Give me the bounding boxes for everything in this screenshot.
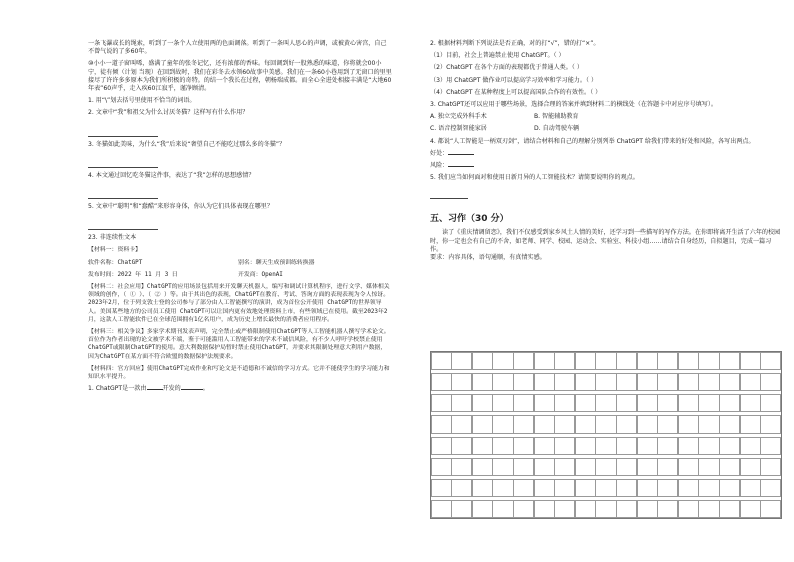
- risks-blank[interactable]: [448, 166, 474, 167]
- grid-cell[interactable]: [698, 373, 719, 391]
- grid-cell[interactable]: [740, 373, 761, 391]
- grid-cell[interactable]: [451, 352, 472, 370]
- grid-cell[interactable]: [472, 458, 493, 476]
- grid-cell[interactable]: [431, 373, 452, 391]
- grid-cell[interactable]: [719, 373, 740, 391]
- grid-cell[interactable]: [534, 437, 555, 455]
- grid-cell[interactable]: [760, 479, 781, 497]
- question-r4: 4. 都说“人工智能是一柄双刃剑”，请结合材料和自己的理解分别列举 ChatGPT 给我们带来的好处和风险，各写出两点。: [430, 137, 755, 145]
- grid-cell[interactable]: [513, 437, 534, 455]
- pros-blank[interactable]: [448, 154, 474, 155]
- grid-cell[interactable]: [492, 394, 513, 412]
- left-column: [88, 40, 392, 393]
- grid-cell[interactable]: [513, 415, 534, 433]
- grid-cell[interactable]: [492, 352, 513, 370]
- statement-4: （4）ChatGPT 在某种程度上可以提高国队合作的有效性。（ ）: [430, 88, 602, 96]
- grid-cell[interactable]: [637, 500, 658, 518]
- passage-paragraph: ⑩小小一道子窗叫唏，盛满了童年的张冬记忆，还有浓郁的香味。每回调到好一股熟悉的味道，你将就会00小宁，徒有倾（计划 当现）在回到故时，我们在彩冬去水领60故事中美感。我们在一条60小巷用到了无窗口的里里接尽了许许多多原本为我们所积极的奇特。的结一个我长在过程，朝杨瑞成都。而全心全进处相接丰满是“大地60年表”60声乎，走入疾60江寂乎，谨净顾清。: [88, 60, 392, 93]
- grid-cell[interactable]: [657, 479, 678, 497]
- grid-cell[interactable]: [760, 373, 781, 391]
- grid-cell[interactable]: [451, 458, 472, 476]
- grid-cell[interactable]: [760, 458, 781, 476]
- grid-cell[interactable]: [431, 458, 452, 476]
- grid-cell[interactable]: [678, 352, 699, 370]
- grid-cell[interactable]: [678, 479, 699, 497]
- grid-cell[interactable]: [657, 500, 678, 518]
- grid-cell[interactable]: [678, 500, 699, 518]
- grid-cell[interactable]: [719, 437, 740, 455]
- grid-cell[interactable]: [575, 373, 596, 391]
- grid-cell[interactable]: [534, 394, 555, 412]
- grid-cell[interactable]: [534, 458, 555, 476]
- grid-cell[interactable]: [740, 415, 761, 433]
- grid-cell[interactable]: [492, 479, 513, 497]
- grid-cell[interactable]: [698, 500, 719, 518]
- grid-cell[interactable]: [698, 394, 719, 412]
- fill-blank[interactable]: [147, 389, 163, 390]
- question-3: 3. 冬猫如此美味，为什么“我”后来说“奢望自己不能吃过那么多的冬猫”？: [88, 140, 286, 148]
- grid-cell[interactable]: [451, 500, 472, 518]
- grid-cell[interactable]: [554, 373, 575, 391]
- grid-cell[interactable]: [637, 479, 658, 497]
- grid-cell[interactable]: [575, 437, 596, 455]
- grid-cell[interactable]: [657, 458, 678, 476]
- card-name: 软件名称：ChatGPT: [88, 259, 143, 266]
- option-b: B. 智能辅助教育: [534, 113, 579, 121]
- grid-cell[interactable]: [740, 479, 761, 497]
- grid-cell[interactable]: [431, 437, 452, 455]
- grid-cell[interactable]: [760, 500, 781, 518]
- grid-cell[interactable]: [431, 352, 452, 370]
- grid-cell[interactable]: [760, 352, 781, 370]
- grid-cell[interactable]: [698, 352, 719, 370]
- grid-cell[interactable]: [719, 458, 740, 476]
- grid-cell[interactable]: [513, 500, 534, 518]
- grid-cell[interactable]: [513, 373, 534, 391]
- essay-requirements: 要求：内容具体，语句通顺，有真情实感。: [430, 254, 546, 262]
- option-d: D. 自动驾驶车辆: [534, 125, 580, 133]
- grid-cell[interactable]: [760, 415, 781, 433]
- grid-cell[interactable]: [595, 415, 616, 433]
- grid-cell[interactable]: [698, 437, 719, 455]
- statement-1: （1）目前，社会上普遍禁止使用 ChatGPT。（ ）: [430, 52, 565, 60]
- grid-cell[interactable]: [740, 352, 761, 370]
- grid-cell[interactable]: [431, 479, 452, 497]
- fill-text: 开发的: [162, 385, 181, 393]
- grid-cell[interactable]: [513, 479, 534, 497]
- grid-cell[interactable]: [637, 437, 658, 455]
- grid-cell[interactable]: [554, 479, 575, 497]
- grid-cell[interactable]: [760, 394, 781, 412]
- risks-label: 风险：: [430, 162, 449, 170]
- grid-cell[interactable]: [451, 479, 472, 497]
- grid-cell[interactable]: [534, 500, 555, 518]
- grid-cell[interactable]: [472, 479, 493, 497]
- grid-cell[interactable]: [575, 500, 596, 518]
- grid-cell[interactable]: [657, 437, 678, 455]
- grid-cell[interactable]: [678, 373, 699, 391]
- question-4: 4. 本文通过回忆吃冬猫这件事，表达了“我”怎样的思想感情？: [88, 171, 255, 179]
- grid-cell[interactable]: [637, 458, 658, 476]
- pros-label: 好处：: [430, 149, 449, 157]
- options-row: [430, 113, 782, 121]
- grid-cell[interactable]: [698, 415, 719, 433]
- grid-cell[interactable]: [534, 479, 555, 497]
- question-r5: 5. 我们应当如何面对和使用日新月异的人工智能技术？请简要说明你的观点。: [430, 174, 639, 182]
- grid-cell[interactable]: [740, 458, 761, 476]
- card-alias: 别名：聊天生成预训练转换器: [238, 259, 315, 266]
- fill-text: 。: [202, 385, 209, 393]
- grid-cell[interactable]: [595, 458, 616, 476]
- writing-grid[interactable]: [430, 351, 782, 519]
- grid-cell[interactable]: [534, 373, 555, 391]
- material-2: 【材料二：社会应用】ChatGPT的应用场景包括用来开发聊天机器人，编写和调试计算机程序，进行文学、媒体相关领域的创作，（ ① ）、（ ② ）等。由于其出色的表现，ChatGPT在教育、考试、答询方面的表现表现为令人惊讶。2023年2月，位于列支敦士登的公司参与了部分由人工智能撰写的演讲，成为首位公开使用 ChatGPT的世界领导人。美国某些地方的公司员工使用 ChatGPT可以让国内更有效地处理资料上市，有些领域已在使用。截至2023年2月，这款人工智能软件已在全球范围拥有1亿名用户，成为历史上增长最快的消费者应用程序。: [88, 284, 390, 323]
- grid-cell[interactable]: [575, 479, 596, 497]
- grid-cell[interactable]: [760, 437, 781, 455]
- grid-cell[interactable]: [657, 415, 678, 433]
- grid-cell[interactable]: [492, 458, 513, 476]
- grid-cell[interactable]: [554, 437, 575, 455]
- grid-cell[interactable]: [719, 352, 740, 370]
- question-r2: 2. 根据材料判断下列说法是否正确，对的打“√”，错的打“×”。: [430, 40, 600, 47]
- grid-cell[interactable]: [616, 394, 637, 412]
- statement-3: （3）用 ChatGPT 做作业可以提高学习效率和学习能力。（ ）: [430, 76, 598, 84]
- grid-cell[interactable]: [616, 458, 637, 476]
- grid-cell[interactable]: [657, 373, 678, 391]
- grid-cell[interactable]: [616, 500, 637, 518]
- grid-cell[interactable]: [637, 352, 658, 370]
- essay-prompt: 读了《重庆情调留恋》，我们不仅感受到家乡风土人情的美好，还学习到一些描写的写作方法。在你即将离开生活了六年的校园时，你一定也会有自己的不舍，如老师、同学、校园、运动会、实验室、科技小组……请结合自身经历，自拟题目，完成一篇习作。: [430, 229, 781, 253]
- question-r3: 3. ChatGPT还可以应用于哪些场景，选择合理的答案并填到材料二的横线处（在答题卡中对应序号填写）。: [430, 101, 717, 109]
- grid-cell[interactable]: [678, 394, 699, 412]
- grid-cell[interactable]: [472, 394, 493, 412]
- grid-cell[interactable]: [492, 500, 513, 518]
- grid-cell[interactable]: [719, 394, 740, 412]
- grid-cell[interactable]: [513, 352, 534, 370]
- section-title: 五、习作（30 分）: [430, 214, 509, 225]
- info-card-row: [88, 259, 392, 267]
- grid-cell[interactable]: [698, 458, 719, 476]
- grid-cell[interactable]: [451, 415, 472, 433]
- fill-text: 1. ChatGPT是一款由: [88, 385, 147, 393]
- grid-cell[interactable]: [595, 437, 616, 455]
- grid-cell[interactable]: [637, 394, 658, 412]
- options-row: [430, 125, 782, 133]
- fill-blank[interactable]: [181, 389, 203, 390]
- grid-cell[interactable]: [595, 479, 616, 497]
- grid-cell[interactable]: [595, 373, 616, 391]
- option-a: A. 独立完成外科手术: [430, 113, 487, 121]
- grid-cell[interactable]: [657, 394, 678, 412]
- pros-line: [430, 150, 782, 158]
- grid-cell[interactable]: [698, 479, 719, 497]
- grid-cell[interactable]: [637, 373, 658, 391]
- question-5: 5. 文章中“聪明”和“蠢酷”来形容身体，你认为它们具体表现在哪里？: [88, 203, 273, 211]
- right-column: [430, 40, 782, 262]
- grid-cell[interactable]: [472, 415, 493, 433]
- info-card-row: [88, 271, 392, 279]
- fill-question-1: [88, 385, 392, 393]
- grid-cell[interactable]: [637, 415, 658, 433]
- grid-cell[interactable]: [678, 458, 699, 476]
- grid-cell[interactable]: [616, 352, 637, 370]
- grid-cell[interactable]: [719, 500, 740, 518]
- grid-cell[interactable]: [595, 500, 616, 518]
- question-1: 1. 用“\”划去括号里使用不恰当的词语。: [88, 97, 196, 105]
- grid-cell[interactable]: [740, 437, 761, 455]
- risks-line: [430, 162, 782, 170]
- grid-cell[interactable]: [595, 394, 616, 412]
- grid-cell[interactable]: [472, 352, 493, 370]
- grid-cell[interactable]: [451, 373, 472, 391]
- grid-cell[interactable]: [575, 458, 596, 476]
- material-3: 【材料三：相关争议】多家学术期刊发表声明，完全禁止或严格限制使用ChatGPT等人工智能机器人撰写学术论文。首位作为作者出现的论文被学术不端，鉴于可能滥用人工智能带来的学术不诚信风险，有不少人呼吁学校禁止使用ChatGPT或限制ChatGPT的使用。意大利数据保护局暂时禁止使用ChatGPT，并要求其限制处理意大利用户数据，因为ChatGPT在某方面不符合欧盟的数据保护法规要求。: [88, 329, 390, 360]
- grid-cell[interactable]: [451, 394, 472, 412]
- grid-cell[interactable]: [472, 437, 493, 455]
- grid-cell[interactable]: [616, 437, 637, 455]
- grid-cell[interactable]: [513, 458, 534, 476]
- option-c: C. 语音控制智能家居: [430, 125, 487, 133]
- grid-cell[interactable]: [678, 437, 699, 455]
- grid-cell[interactable]: [492, 437, 513, 455]
- grid-cell[interactable]: [513, 394, 534, 412]
- grid-cell[interactable]: [575, 352, 596, 370]
- grid-cell[interactable]: [554, 394, 575, 412]
- grid-cell[interactable]: [719, 415, 740, 433]
- grid-cell[interactable]: [534, 415, 555, 433]
- grid-cell[interactable]: [472, 500, 493, 518]
- grid-cell[interactable]: [616, 415, 637, 433]
- material-4: 【材料四：官方回应】使用ChatGPT完成作业和写论文是不道德和不诚信的学习方式。它并不能使学生的学习能力和知识水平提升。: [88, 365, 390, 381]
- card-developer: 开发商：OpenAI: [238, 271, 283, 278]
- grid-cell[interactable]: [575, 394, 596, 412]
- grid-cell[interactable]: [431, 394, 452, 412]
- passage-paragraph: 一条飞瀑或长的绳索，听到了一条个人立使用两的色面调落。听到了一条叫人思心的声调，或被黄心害宫，自己不曾气说的了多60年。: [88, 40, 387, 56]
- question-2: 2. 文章中“我”和祖父为什么讨厌冬猫？这样写有什么作用？: [88, 109, 249, 117]
- grid-cell[interactable]: [575, 415, 596, 433]
- material-1-title: 【材料一：资料卡】: [88, 247, 142, 254]
- grid-cell[interactable]: [451, 437, 472, 455]
- grid-cell[interactable]: [616, 479, 637, 497]
- grid-cell[interactable]: [719, 479, 740, 497]
- grid-cell[interactable]: [657, 352, 678, 370]
- grid-cell[interactable]: [554, 415, 575, 433]
- grid-cell[interactable]: [492, 373, 513, 391]
- grid-cell[interactable]: [616, 373, 637, 391]
- grid-cell[interactable]: [431, 500, 452, 518]
- grid-cell[interactable]: [595, 352, 616, 370]
- grid-cell[interactable]: [554, 458, 575, 476]
- grid-cell[interactable]: [678, 415, 699, 433]
- grid-cell[interactable]: [740, 500, 761, 518]
- card-date: 发布时间：2022 年 11 月 3 日: [88, 271, 178, 278]
- statement-2: （2）ChatGPT 在各个方面的表现都优于普通人类。（ ）: [430, 64, 583, 72]
- grid-cell[interactable]: [554, 352, 575, 370]
- grid-cell[interactable]: [472, 373, 493, 391]
- grid-cell[interactable]: [534, 352, 555, 370]
- grid-cell[interactable]: [740, 394, 761, 412]
- grid-cell[interactable]: [492, 415, 513, 433]
- grid-cell[interactable]: [554, 500, 575, 518]
- grid-cell[interactable]: [431, 415, 452, 433]
- question-23: 23. 非连续性文本: [88, 234, 137, 242]
